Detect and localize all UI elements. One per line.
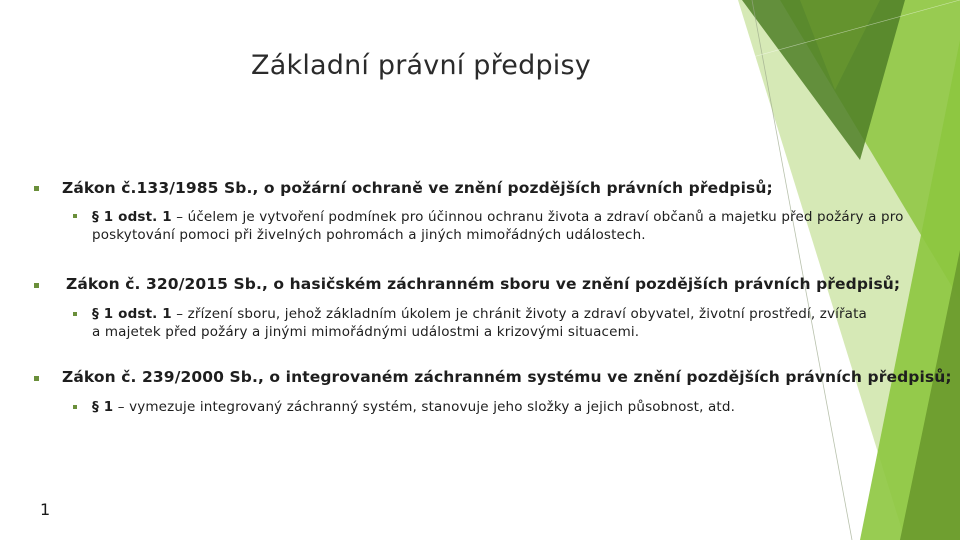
law-description-text: – vymezuje integrovaný záchranný systém, stanovuje jeho složky a jejich působnost, atd. [113,399,736,415]
law-description [92,208,912,244]
law-description [92,305,872,341]
law-heading: Zákon č. 320/2015 Sb., o hasičském záchranném sboru ve znění pozdějších právních předpisů; [66,275,901,293]
law-description-text: – účelem je vytvoření podmínek pro účinnou ochranu života a zdraví občanů a majetku před požáry a pro poskytování pomoci při živelných pohromách a jiných mimořádných událostech. [92,209,904,243]
law-heading: Zákon č. 239/2000 Sb., o integrovaném záchranném systému ve znění pozdějších právních předpisů; [62,368,952,386]
bullet-square-icon [34,186,39,191]
law-description-text: – zřízení sboru, jehož základním úkolem je chránit životy a zdraví obyvatel, životní prostředí, zvířata a majetek před požáry a jinými mimořádnými událostmi a krizovými situacemi. [92,306,867,340]
bullet-square-icon [34,283,39,288]
law-section: § 1 odst. 1 [92,209,172,225]
law-section: § 1 odst. 1 [92,306,172,322]
law-section: § 1 [92,399,114,415]
slide-title: Základní právní předpisy [251,50,591,81]
sub-bullet-square-icon [73,405,77,409]
law-description [92,398,912,416]
law-heading: Zákon č.133/1985 Sb., o požární ochraně ve znění pozdějších právních předpisů; [62,179,773,197]
bullet-square-icon [34,376,39,381]
sub-bullet-square-icon [73,312,77,316]
sub-bullet-square-icon [73,214,77,218]
slide-number: 1 [40,500,51,519]
